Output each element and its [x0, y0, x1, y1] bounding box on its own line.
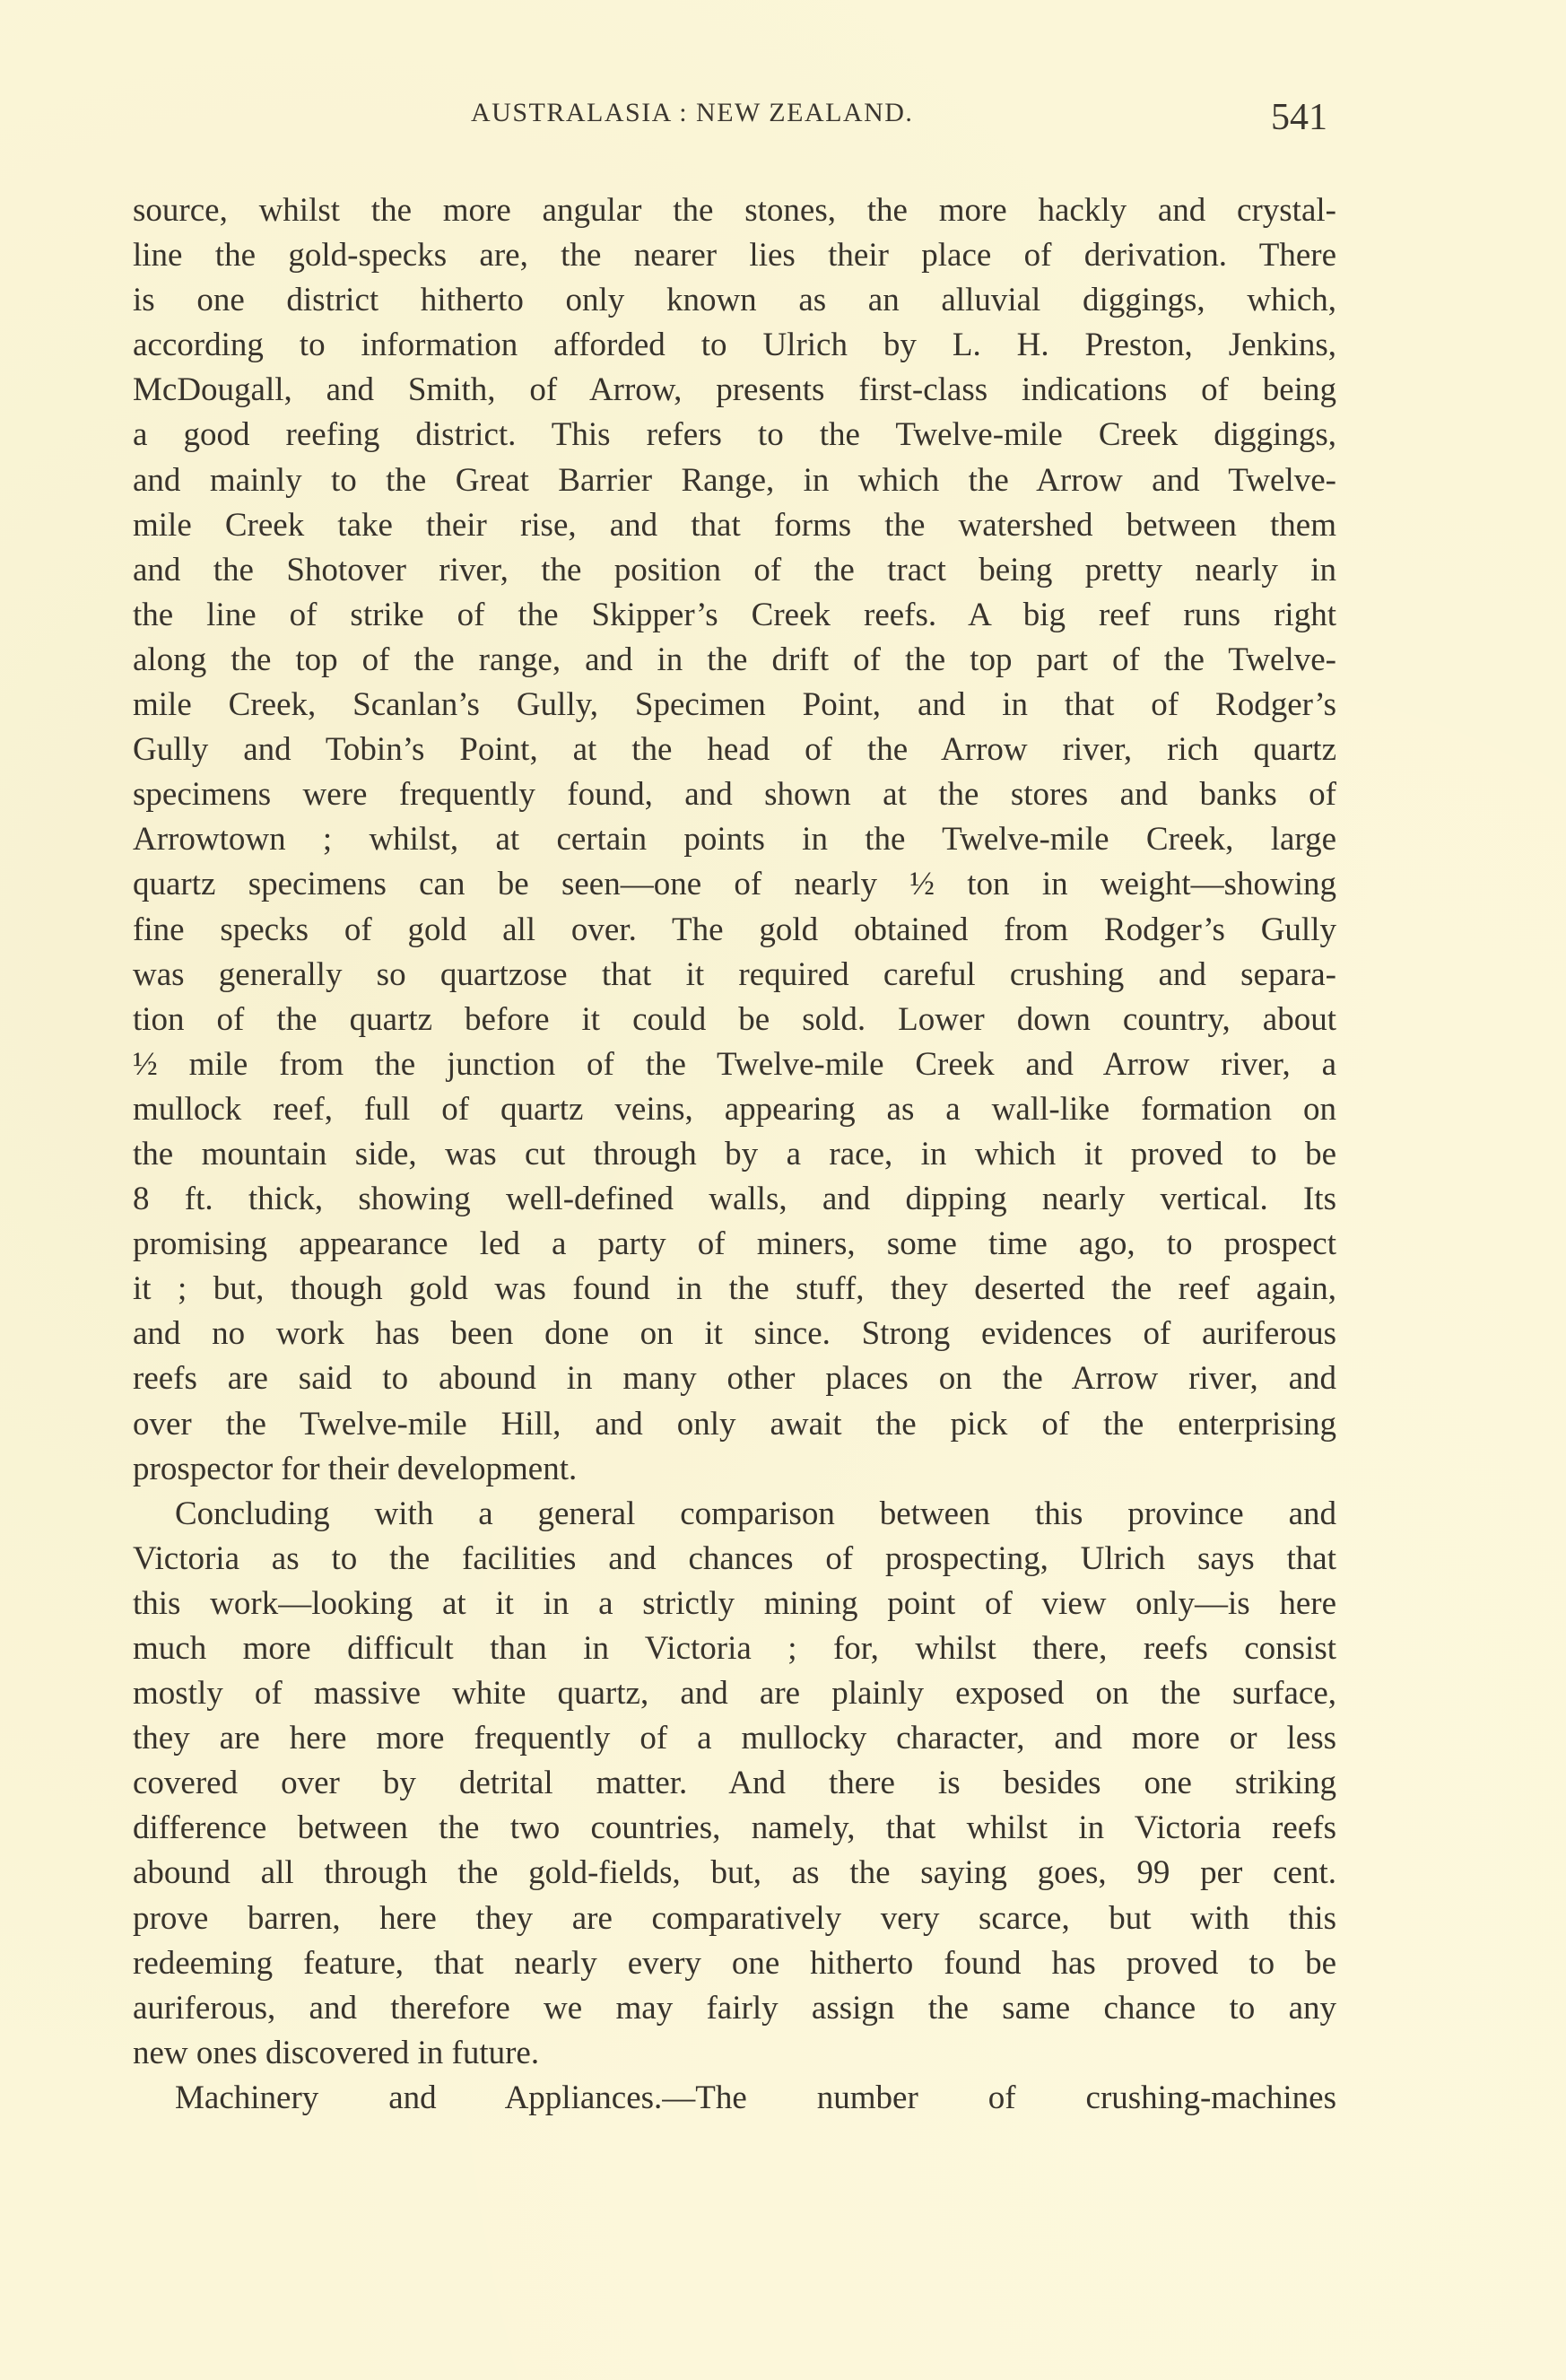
text-line: tion of the quartz before it could be sold. Lower down country, about — [133, 1000, 1336, 1038]
text-line: a good reefing district. This refers to the Twelve-mile Creek diggings, — [133, 416, 1336, 454]
text-line: promising appearance led a party of miners, some time ago, to prospect — [133, 1225, 1336, 1263]
text-line: prove barren, here they are comparatively very scarce, but with this — [133, 1899, 1336, 1937]
text-line: Machinery and Appliances.—The number of crushing-machines — [175, 2079, 1336, 2116]
text-line: Gully and Tobin’s Point, at the head of the Arrow river, rich quartz — [133, 731, 1336, 769]
text-line: the mountain side, was cut through by a race, in which it proved to be — [133, 1135, 1336, 1173]
text-line: much more difficult than in Victoria ; for, whilst there, reefs consist — [133, 1630, 1336, 1667]
text-line: and no work has been done on it since. Strong evidences of auriferous — [133, 1315, 1336, 1353]
text-line: mile Creek take their rise, and that forms the watershed between them — [133, 506, 1336, 544]
text-line: source, whilst the more angular the stones, the more hackly and crystal- — [133, 192, 1336, 229]
body-text — [133, 188, 1336, 2121]
text-line: quartz specimens can be seen—one of nearly ½ ton in weight—showing — [133, 866, 1336, 903]
text-line: specimens were frequently found, and shown at the stores and banks of — [133, 776, 1336, 814]
paragraph-machinery — [133, 2076, 1336, 2121]
text-line: redeeming feature, that nearly every one hitherto found has proved to be — [133, 1944, 1336, 1982]
text-line: auriferous, and therefore we may fairly assign the same chance to any — [133, 1989, 1336, 2027]
text-line: line the gold-specks are, the nearer lies their place of derivation. There — [133, 237, 1336, 275]
text-line: prospector for their development. — [133, 1450, 578, 1487]
paragraph-continued — [133, 188, 1336, 1492]
text-line: mile Creek, Scanlan’s Gully, Specimen Point, and in that of Rodger’s — [133, 686, 1336, 724]
text-line: and mainly to the Great Barrier Range, in which the Arrow and Twelve- — [133, 461, 1336, 499]
text-line: covered over by detrital matter. And there is besides one striking — [133, 1765, 1336, 1802]
text-line: the line of strike of the Skipper’s Creek reefs. A big reef runs right — [133, 596, 1336, 633]
text-line: over the Twelve-mile Hill, and only await the pick of the enterprising — [133, 1405, 1336, 1443]
text-line: along the top of the range, and in the drift of the top part of the Twelve- — [133, 641, 1336, 678]
text-line: Arrowtown ; whilst, at certain points in the Twelve-mile Creek, large — [133, 821, 1336, 859]
text-line: difference between the two countries, namely, that whilst in Victoria reefs — [133, 1809, 1336, 1847]
text-line: reefs are said to abound in many other places on the Arrow river, and — [133, 1360, 1336, 1398]
text-line: this work—looking at it in a strictly mining point of view only—is here — [133, 1584, 1336, 1622]
text-line: they are here more frequently of a mullocky character, and more or less — [133, 1720, 1336, 1757]
text-line: was generally so quartzose that it required careful crushing and separa- — [133, 955, 1336, 993]
text-line: 8 ft. thick, showing well-defined walls, and dipping nearly vertical. Its — [133, 1181, 1336, 1218]
text-line: mostly of massive white quartz, and are plainly exposed on the surface, — [133, 1675, 1336, 1713]
text-line: according to information afforded to Ulrich by L. H. Preston, Jenkins, — [133, 327, 1336, 364]
text-line: Concluding with a general comparison between this province and — [175, 1495, 1336, 1532]
page-number: 541 — [1271, 97, 1327, 138]
text-line: Victoria as to the facilities and chances of prospecting, Ulrich says that — [133, 1539, 1336, 1577]
text-line: and the Shotover river, the position of the tract being pretty nearly in — [133, 551, 1336, 588]
text-line: it ; but, though gold was found in the stuff, they deserted the reef again, — [133, 1270, 1336, 1308]
text-line: ½ mile from the junction of the Twelve-mile Creek and Arrow river, a — [133, 1045, 1336, 1083]
text-line: McDougall, and Smith, of Arrow, presents first-class indications of being — [133, 371, 1336, 409]
text-line: fine specks of gold all over. The gold obtained from Rodger’s Gully — [133, 911, 1336, 948]
running-head: AUSTRALASIA : NEW ZEALAND. — [471, 98, 914, 127]
text-line: is one district hitherto only known as an alluvial diggings, which, — [133, 282, 1336, 319]
text-line: abound all through the gold-fields, but, as the saying goes, 99 per cent. — [133, 1854, 1336, 1892]
text-line: mullock reef, full of quartz veins, appearing as a wall-like formation on — [133, 1090, 1336, 1128]
text-line: new ones discovered in future. — [133, 2034, 540, 2071]
paragraph-comparison — [133, 1492, 1336, 2076]
